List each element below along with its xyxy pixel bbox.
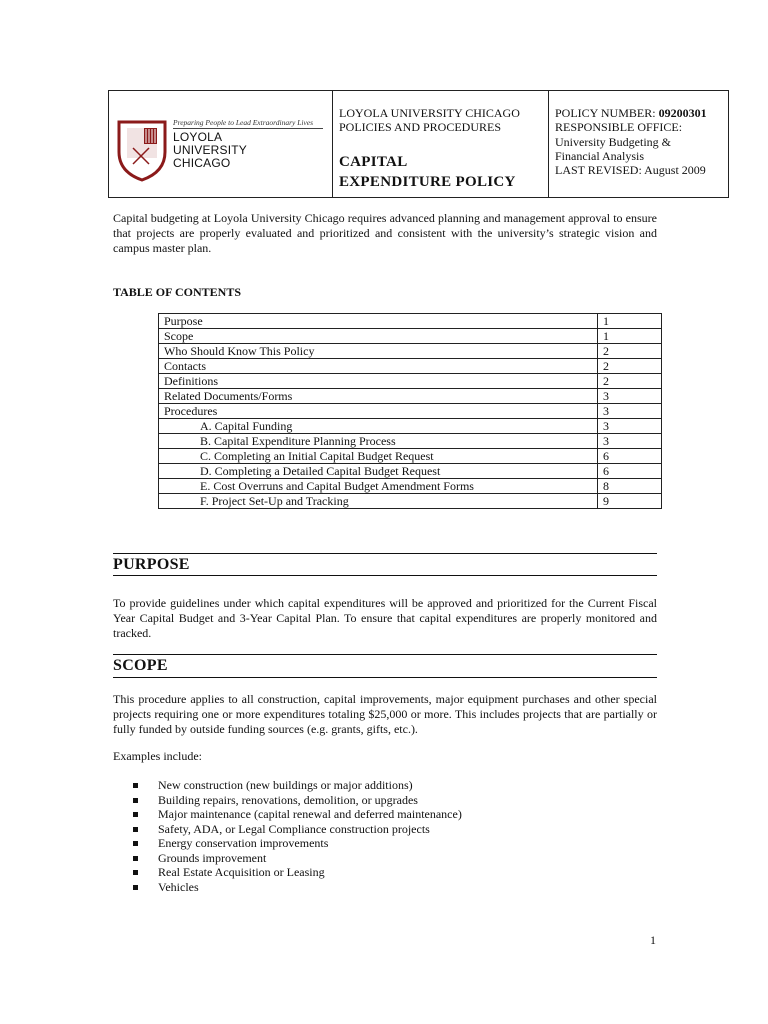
examples-list bbox=[130, 778, 462, 894]
toc-page: 3 bbox=[598, 419, 662, 434]
toc-label: Purpose bbox=[159, 314, 598, 329]
toc-row bbox=[159, 479, 662, 494]
toc-page: 3 bbox=[598, 389, 662, 404]
toc-label: F. Project Set-Up and Tracking bbox=[159, 494, 598, 509]
toc-row bbox=[159, 374, 662, 389]
policy-number-row bbox=[555, 106, 707, 120]
bullet-icon bbox=[133, 841, 138, 846]
toc-row bbox=[159, 449, 662, 464]
toc-page: 8 bbox=[598, 479, 662, 494]
list-item bbox=[130, 793, 462, 808]
toc-row bbox=[159, 464, 662, 479]
last-revised: LAST REVISED: August 2009 bbox=[555, 163, 706, 177]
toc-label: Definitions bbox=[159, 374, 598, 389]
list-item bbox=[130, 778, 462, 793]
toc-label: D. Completing a Detailed Capital Budget Request bbox=[159, 464, 598, 479]
list-item bbox=[130, 880, 462, 895]
list-item-text: New construction (new buildings or major additions) bbox=[158, 778, 413, 792]
toc-row bbox=[159, 434, 662, 449]
list-item-text: Building repairs, renovations, demolition, or upgrades bbox=[158, 792, 418, 807]
bullet-icon bbox=[133, 798, 138, 803]
toc-label: Contacts bbox=[159, 359, 598, 374]
toc-page: 6 bbox=[598, 449, 662, 464]
list-item bbox=[130, 865, 462, 880]
section-rule-top bbox=[113, 553, 657, 554]
toc-page: 3 bbox=[598, 434, 662, 449]
toc-page: 1 bbox=[598, 329, 662, 344]
toc-label: E. Cost Overruns and Capital Budget Amendment Forms bbox=[159, 479, 598, 494]
org-name bbox=[339, 106, 520, 134]
list-item-text: Grounds improvement bbox=[158, 850, 267, 865]
scope-heading: SCOPE bbox=[113, 657, 168, 674]
toc-row bbox=[159, 494, 662, 509]
toc-label: Procedures bbox=[159, 404, 598, 419]
toc-page: 3 bbox=[598, 404, 662, 419]
toc-row bbox=[159, 404, 662, 419]
toc-table bbox=[158, 313, 662, 509]
toc-label: B. Capital Expenditure Planning Process bbox=[159, 434, 598, 449]
bullet-icon bbox=[133, 870, 138, 875]
section-rule-bottom bbox=[113, 677, 657, 678]
policy-meta-cell bbox=[549, 91, 728, 197]
toc-page: 6 bbox=[598, 464, 662, 479]
section-rule-bottom bbox=[113, 575, 657, 576]
toc-page: 9 bbox=[598, 494, 662, 509]
toc-row bbox=[159, 314, 662, 329]
purpose-paragraph: To provide guidelines under which capital expenditures will be approved and prioritized for the Current Fiscal Year Capital Budget and 3-Year Capital Plan. To ensure that capital expenditures are properly monitored and tracked. bbox=[113, 596, 657, 640]
policy-number: 09200301 bbox=[658, 106, 707, 120]
list-item bbox=[130, 822, 462, 837]
list-item bbox=[130, 807, 462, 822]
policy-title bbox=[339, 152, 516, 192]
intro-paragraph: Capital budgeting at Loyola University Chicago requires advanced planning and management approval to ensure that projects are properly evaluated and prioritized and consistent with the university’s strategic vision and campus master plan. bbox=[113, 211, 657, 255]
toc-label: Scope bbox=[159, 329, 598, 344]
bullet-icon bbox=[133, 827, 138, 832]
toc-label: A. Capital Funding bbox=[159, 419, 598, 434]
logo-line: LOYOLA bbox=[173, 130, 223, 144]
toc-label: Who Should Know This Policy bbox=[159, 344, 598, 359]
list-item bbox=[130, 836, 462, 851]
scope-paragraph: This procedure applies to all construction, capital improvements, major equipment purchases and other special projects requiring one or more expenditures totaling $25,000 or more. This includes projects that are partially or fully funded by outside funding sources (e.g. grants, gifts, etc.). bbox=[113, 692, 657, 736]
toc-label: Related Documents/Forms bbox=[159, 389, 598, 404]
responsible-office-line: Financial Analysis bbox=[555, 149, 644, 163]
logo-cell bbox=[109, 91, 333, 197]
list-item-text: Safety, ADA, or Legal Compliance construction projects bbox=[158, 821, 430, 836]
list-item-text: Real Estate Acquisition or Leasing bbox=[158, 865, 325, 879]
policy-title-line: EXPENDITURE POLICY bbox=[339, 174, 516, 190]
toc-page: 2 bbox=[598, 359, 662, 374]
toc-page: 1 bbox=[598, 314, 662, 329]
bullet-icon bbox=[133, 812, 138, 817]
org-line: POLICIES AND PROCEDURES bbox=[339, 120, 502, 134]
purpose-heading: PURPOSE bbox=[113, 556, 190, 573]
page-number: 1 bbox=[650, 933, 656, 947]
logo-wordmark bbox=[173, 131, 247, 170]
toc-page: 2 bbox=[598, 344, 662, 359]
toc-row bbox=[159, 344, 662, 359]
list-item-text: Energy conservation improvements bbox=[158, 836, 329, 850]
toc-title: TABLE OF CONTENTS bbox=[113, 285, 242, 299]
toc-row bbox=[159, 329, 662, 344]
toc-row bbox=[159, 359, 662, 374]
policy-number-label: POLICY NUMBER: bbox=[555, 106, 656, 120]
university-seal-logo bbox=[115, 118, 169, 182]
list-item bbox=[130, 851, 462, 866]
org-line: LOYOLA UNIVERSITY CHICAGO bbox=[339, 106, 520, 120]
responsible-office-label: RESPONSIBLE OFFICE: bbox=[555, 120, 683, 134]
section-rule-top bbox=[113, 654, 657, 655]
logo-line: CHICAGO bbox=[173, 156, 231, 170]
toc-row bbox=[159, 419, 662, 434]
policy-title-line: CAPITAL bbox=[339, 154, 408, 170]
toc-label: C. Completing an Initial Capital Budget Request bbox=[159, 449, 598, 464]
org-title-cell bbox=[333, 91, 549, 197]
toc-page: 2 bbox=[598, 374, 662, 389]
bullet-icon bbox=[133, 783, 138, 788]
policy-header bbox=[108, 90, 729, 198]
toc-row bbox=[159, 389, 662, 404]
logo-divider bbox=[173, 128, 323, 129]
responsible-office-line: University Budgeting & bbox=[555, 135, 671, 149]
bullet-icon bbox=[133, 856, 138, 861]
list-item-text: Vehicles bbox=[158, 879, 199, 894]
examples-label: Examples include: bbox=[113, 749, 202, 763]
logo-tagline: Preparing People to Lead Extraordinary Lives bbox=[173, 118, 314, 127]
list-item-text: Major maintenance (capital renewal and deferred maintenance) bbox=[158, 807, 462, 821]
logo-line: UNIVERSITY bbox=[173, 143, 248, 157]
bullet-icon bbox=[133, 885, 138, 890]
